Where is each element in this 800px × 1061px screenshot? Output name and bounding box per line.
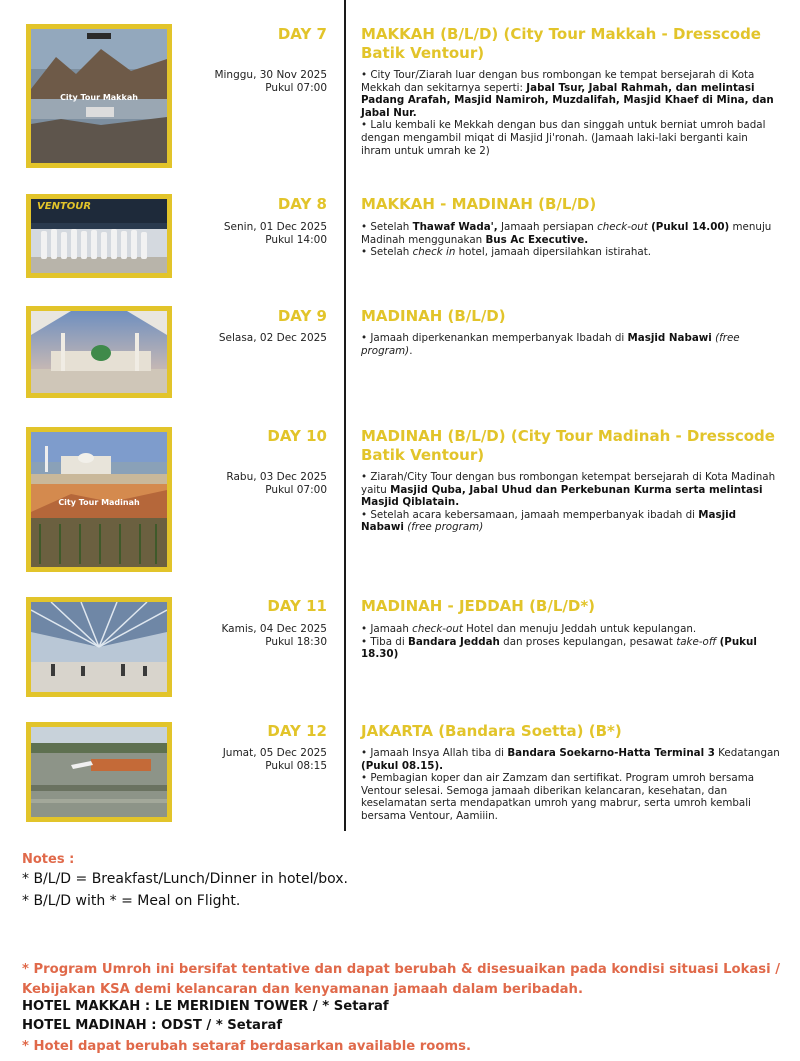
description-paragraph <box>361 246 781 259</box>
day-label: DAY 10 <box>267 427 327 445</box>
day-title: MADINAH (B/L/D) <box>361 307 506 325</box>
day-title: JAKARTA (Bandara Soetta) (B*) <box>361 722 622 740</box>
bold-text: Masjid Nabawi <box>627 332 712 344</box>
soekarno-hatta-airport-photo <box>26 722 172 822</box>
italic-text: check-out <box>597 221 648 233</box>
bold-text: (Pukul 08.15). <box>361 759 444 772</box>
bold-text: Masjid Quba, Jabal Uhud dan Perkebunan Kurma serta melintasi Masjid Qiblatain. <box>361 483 763 509</box>
text-run: • City Tour/Ziarah luar dengan bus rombongan ke tempat bersejarah di Kota Mekkah dan sekitarnya seperti: <box>361 69 755 94</box>
photo-caption: City Tour Makkah <box>60 93 138 102</box>
text-run: • Setelah <box>361 246 413 259</box>
day-label: DAY 8 <box>277 195 327 213</box>
note-line: * B/L/D = Breakfast/Lunch/Dinner in hotel/box. <box>22 871 348 887</box>
day-label: DAY 7 <box>277 25 327 43</box>
city-tour-madinah-photo <box>26 427 172 572</box>
day-title: MADINAH (B/L/D) (City Tour Madinah - Dresscode Batik Ventour) <box>361 427 775 464</box>
day-label: DAY 9 <box>277 307 327 325</box>
day-time: Pukul 18:30 <box>265 636 327 648</box>
bold-text: Bandara Jeddah <box>407 635 500 648</box>
hotel-makkah: HOTEL MAKKAH : LE MERIDIEN TOWER / * Setaraf <box>22 999 389 1014</box>
description-paragraph <box>361 747 781 772</box>
description-paragraph <box>361 69 781 119</box>
italic-text: (free program) <box>361 332 740 357</box>
bold-text: Masjid Nabawi <box>361 508 737 534</box>
italic-text: take-off <box>676 635 717 648</box>
notes-heading: Notes : <box>22 852 75 867</box>
bold-text: (Pukul 18.30) <box>361 635 757 661</box>
text-run: • Setelah <box>361 221 413 233</box>
day-description <box>361 332 781 357</box>
day-label: DAY 12 <box>267 722 327 740</box>
ventour-bus-photo <box>26 194 172 278</box>
text-run: . <box>409 344 413 357</box>
photo-caption: City Tour Madinah <box>58 498 140 507</box>
masjid-nabawi-photo <box>26 306 172 398</box>
italic-text: check in <box>412 246 456 259</box>
bold-text: Jabal Tsur, Jabal Rahmah, dan melintasi Padang Arafah, Masjid Namiroh, Muzdalifah, Masjid Khaef di Mina, dan Jabal Nur. <box>361 81 774 119</box>
description-paragraph <box>361 623 781 636</box>
text-run: hotel, jamaah dipersilahkan istirahat. <box>455 246 652 259</box>
jeddah-airport-photo <box>26 597 172 697</box>
bold-text: Bus Ac Executive. <box>485 233 589 246</box>
day-date: Senin, 01 Dec 2025 <box>223 221 327 233</box>
day-date: Rabu, 03 Dec 2025 <box>226 471 327 483</box>
bold-text: (Pukul 14.00) <box>651 221 730 233</box>
program-disclaimer: * Program Umroh ini bersifat tentative dan dapat berubah & disesuaikan pada kondisi situasi Lokasi / Kebijakan KSA demi kelancaran dan kenyamanan jamaah dalam beribadah. <box>22 962 781 997</box>
text-run: dan proses kepulangan, pesawat <box>499 635 677 648</box>
day-title: MAKKAH (B/L/D) (City Tour Makkah - Dresscode Batik Ventour) <box>361 25 761 62</box>
description-paragraph <box>361 509 781 534</box>
day-description <box>361 69 781 157</box>
day-title: MAKKAH - MADINAH (B/L/D) <box>361 195 597 213</box>
note-line: * B/L/D with * = Meal on Flight. <box>22 893 241 909</box>
description-paragraph <box>361 119 781 157</box>
hotel-madinah: HOTEL MADINAH : ODST / * Setaraf <box>22 1018 283 1033</box>
description-paragraph <box>361 332 781 357</box>
day-description <box>361 471 781 534</box>
description-paragraph <box>361 772 781 822</box>
text-run: • Lalu kembali ke Mekkah dengan bus dan singgah untuk berniat umroh badal dengan mengambil miqat di Masjid Ji'ronah. (Jamaah laki-laki berganti kain ihram untuk umrah ke 2) <box>361 119 766 157</box>
text-run: Jamaah persiapan <box>497 221 598 233</box>
italic-text: (free program) <box>407 521 484 534</box>
timeline-divider <box>344 0 346 831</box>
day-description <box>361 747 781 823</box>
text-run: • Setelah acara kebersamaan, jamaah memperbanyak ibadah di <box>361 508 699 521</box>
description-paragraph <box>361 471 781 509</box>
day-time: Pukul 08:15 <box>265 760 327 772</box>
text-run: • Jamaah diperkenankan memperbanyak Ibadah di <box>361 332 628 344</box>
bold-text: Bandara Soekarno-Hatta Terminal 3 <box>507 747 715 759</box>
text-run: • Ziarah/City Tour dengan bus rombongan ketempat bersejarah di Kota Madinah yaitu <box>361 471 776 496</box>
day-date: Jumat, 05 Dec 2025 <box>222 747 327 759</box>
day-description <box>361 623 781 661</box>
text-run: Hotel dan menuju Jeddah untuk kepulangan. <box>462 623 697 635</box>
city-tour-makkah-photo <box>26 24 172 168</box>
text-run: • Pembagian koper dan air Zamzam dan sertifikat. Program umroh bersama Ventour selesai. Semoga jamaah diberikan kelancaran, kesehatan, dan keselamatan serta mendapatkan umroh yang mabrur, serta umroh kembali bersama Ventour, Aamiiin. <box>361 772 755 822</box>
day-date: Selasa, 02 Dec 2025 <box>218 332 327 344</box>
day-label: DAY 11 <box>267 597 327 615</box>
hotel-note: * Hotel dapat berubah setaraf berdasarkan available rooms. <box>22 1039 472 1054</box>
description-paragraph <box>361 636 781 661</box>
text-run: • Tiba di <box>361 635 408 648</box>
day-date: Kamis, 04 Dec 2025 <box>221 623 327 635</box>
day-date: Minggu, 30 Nov 2025 <box>214 69 327 81</box>
italic-text: check-out <box>412 623 463 635</box>
day-time: Pukul 14:00 <box>265 234 327 246</box>
day-title: MADINAH - JEDDAH (B/L/D*) <box>361 597 596 615</box>
day-time: Pukul 07:00 <box>265 484 327 496</box>
text-run: Kedatangan <box>714 747 780 759</box>
text-run: • Jamaah <box>361 623 413 635</box>
photo-caption: VENTOUR <box>37 201 92 212</box>
text-run: • Jamaah Insya Allah tiba di <box>361 747 508 759</box>
day-description <box>361 221 781 259</box>
text-run: menuju Madinah menggunakan <box>361 221 772 246</box>
day-time: Pukul 07:00 <box>265 82 327 94</box>
bold-text: Thawaf Wada', <box>412 221 498 233</box>
description-paragraph <box>361 221 781 246</box>
